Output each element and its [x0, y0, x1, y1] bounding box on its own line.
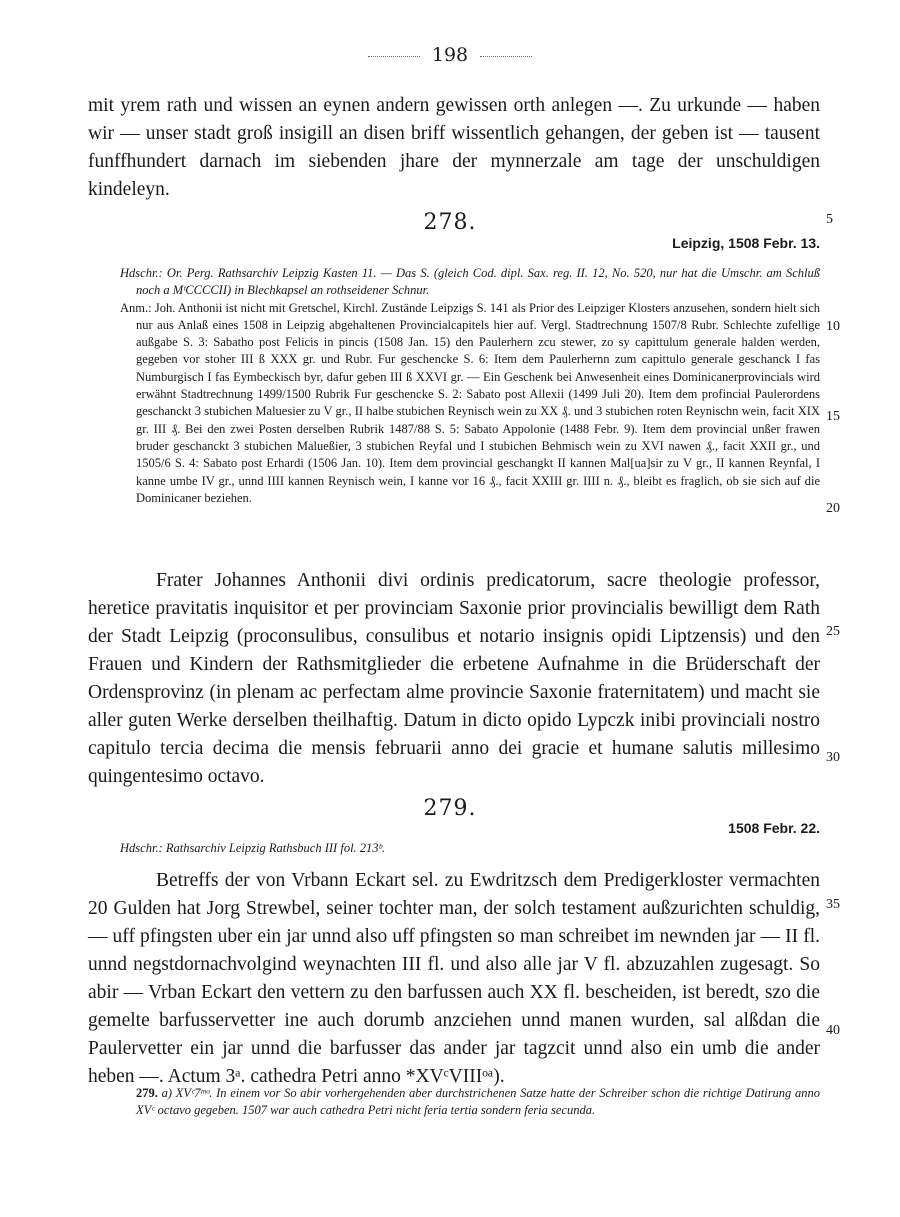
- doc278-text: Frater Johannes Anthonii divi ordinis predicatorum, sacre theologie professor, heretice pravitatis inquisitor et per provinciam Saxonie prior provincialis bewilligt dem Rath der Stadt Leipzig (proconsulibus, consulibus et notario insignis opidi Liptzensis) und den Frauen und Kindern der Rathsmitglieder die erbetene Aufnahme in die Brüderschaft der Ordensprovinz (in plenam ac perfectam alme provincie Saxonie fraternitatem) und macht sie aller guten Werke derselben theilhaftig. Datum in dicto opido Lypczk inibi provinciali nostro capitulo tercia decima die mensis februarii anno dei gracie et humane salutis millesimo quingentesimo octavo.: [88, 570, 820, 787]
- line-number-5: 5: [826, 212, 833, 227]
- page-rule-right: [480, 56, 532, 57]
- footnote-text: a) XVᶜ7ᵐᵒ. In einem vor So abir vorhergehenden aber durchstrichenen Satze hatte der Schreiber schon die richtige Datirung anno XVᶜ octavo gegeben. 1507 war auch cathedra Petri nicht feria tertia sondern feria secunda.: [136, 1086, 821, 1118]
- line-number-30: 30: [826, 750, 840, 765]
- intro-paragraph: [88, 92, 820, 204]
- doc278-date: Leipzig, 1508 Febr. 13.: [672, 235, 820, 251]
- line-number-40: 40: [826, 1023, 840, 1038]
- line-number-15: 15: [826, 409, 840, 424]
- doc279-footnote: [136, 1085, 820, 1120]
- line-number-20: 20: [826, 501, 840, 516]
- doc279-text: Betreffs der von Vrbann Eckart sel. zu Ewdritzsch dem Predigerkloster vermachten 20 Gulden hat Jorg Strewbel, seiner tochter man, der solch testament außzurichten schuldig, — uff pfingsten uber ein jar unnd also uff pfingsten so man schreibet im newnden jar — II fl. unnd negstdornachvolgind weynachten III fl. und also alle jar V fl. abzuzahlen zugesagt. So abir — Vrban Eckart den vettern zu den barfussen auch XX fl. bescheiden, ist beredt, szo die gemelte barfusservetter ine auch dorumb anzciehen unnd manen wurden, sal alßdan die Paulervetter ein jar unnd die barfusser das ander jar tagzcit unnd also ein umb die ander heben —. Actum 3ᵃ. cathedra Petri anno *XVᶜVIIIᵒᵃ).: [88, 870, 820, 1087]
- page-rule-left: [368, 56, 420, 57]
- doc278-notes: [120, 265, 820, 507]
- page-number: [0, 44, 900, 66]
- doc279-date: 1508 Febr. 22.: [728, 820, 820, 836]
- intro-text: mit yrem rath und wissen an eynen andern gewissen orth anlegen —. Zu urkunde — haben wir — unser stadt groß insigill an disen briff wissentlich gehangen, der geben ist — tausent funffhundert darnach im siebenden jhare der mynnerzale am tage der unschuldigen kindeleyn.: [88, 95, 820, 200]
- footnote-label: 279.: [136, 1086, 158, 1100]
- page-number-text: 198: [431, 44, 469, 66]
- line-number-10: 10: [826, 319, 840, 334]
- line-number-25: 25: [826, 624, 840, 639]
- doc279-source: [120, 840, 820, 857]
- doc278-annotation: Anm.: Joh. Anthonii ist nicht mit Gretschel, Kirchl. Zustände Leipzigs S. 141 als Prior des Leipziger Klosters anzusehen, sondern hielt sich nur aus Anlaß eines 1508 in Leipzig abgehaltenen Provincialcapitels hier auf. Vergl. Stadtrechnung 1507/8 Rubr. Schlechte zufellige außgabe S. 3: Sabatho post Felicis in pincis (1508 Jan. 15) den Paulerhern zcu stewer, zo sy capittulum generale halden werden, gegeben vor stoher III ß XXX gr. und Rubr. Fur geschencke S. 6: Item dem Paulerhernn zum capittulo generale geschanck I fas Numburgisch I fas Eymbeckisch byr, dafur geben III ß XXVI gr. — Ein Geschenk bei Anwesenheit eines Dominicanerprovincials wird erwähnt Stadtrechnung 1499/1500 Rubrik Fur geschencke S. 2: Sabato post Allexii (1499 Juli 20). Item dem profincial Paulerordens geschanckt 3 stubichen Maluesier zu V gr., II halbe stubichen Reynisch wein zu XX ₰. und 3 stubichen roten Reynischn wein, facit XIX gr. III ₰. Bei den zwei Posten derselben Rubrik 1487/88 S. 5: Sabato Appolonie (1488 Febr. 9). Item dem provincial unßer frawen bruder geschanckt 3 stubichen Malueßier, 3 stubichen Reyfal und I stubichen Behmisch wein zu XVI nawen ₰., facit XXII gr., und 1505/6 S. 4: Sabato post Erhardi (1506 Jan. 10). Item dem provincial geschangkt II kannen Mal[ua]sir zu V gr., II kannen Reynfal, I kanne umbe IV gr., unnd IIII kannen Reynisch wein, I kanne vor 16 ₰., facit XXIII gr. IIII n. ₰., bleibt es fraglich, ob sie sich auf die Dominicaner beziehen.: [120, 300, 820, 505]
- doc278-body: [88, 567, 820, 791]
- doc278-number: 278.: [423, 210, 477, 235]
- doc279-number: 279.: [423, 796, 477, 821]
- doc279-body: [88, 867, 820, 1091]
- doc279-source-note: Hdschr.: Rathsarchiv Leipzig Rathsbuch III fol. 213ᵇ.: [120, 841, 386, 855]
- doc278-source-note: Hdschr.: Or. Perg. Rathsarchiv Leipzig Kasten 11. — Das S. (gleich Cod. dipl. Sax. reg. II. 12, No. 520, nur hat die Umschr. am Schluß noch a MᵗCCCCII) in Blechkapsel an rothseidener Schnur.: [120, 266, 820, 298]
- line-number-35: 35: [826, 897, 840, 912]
